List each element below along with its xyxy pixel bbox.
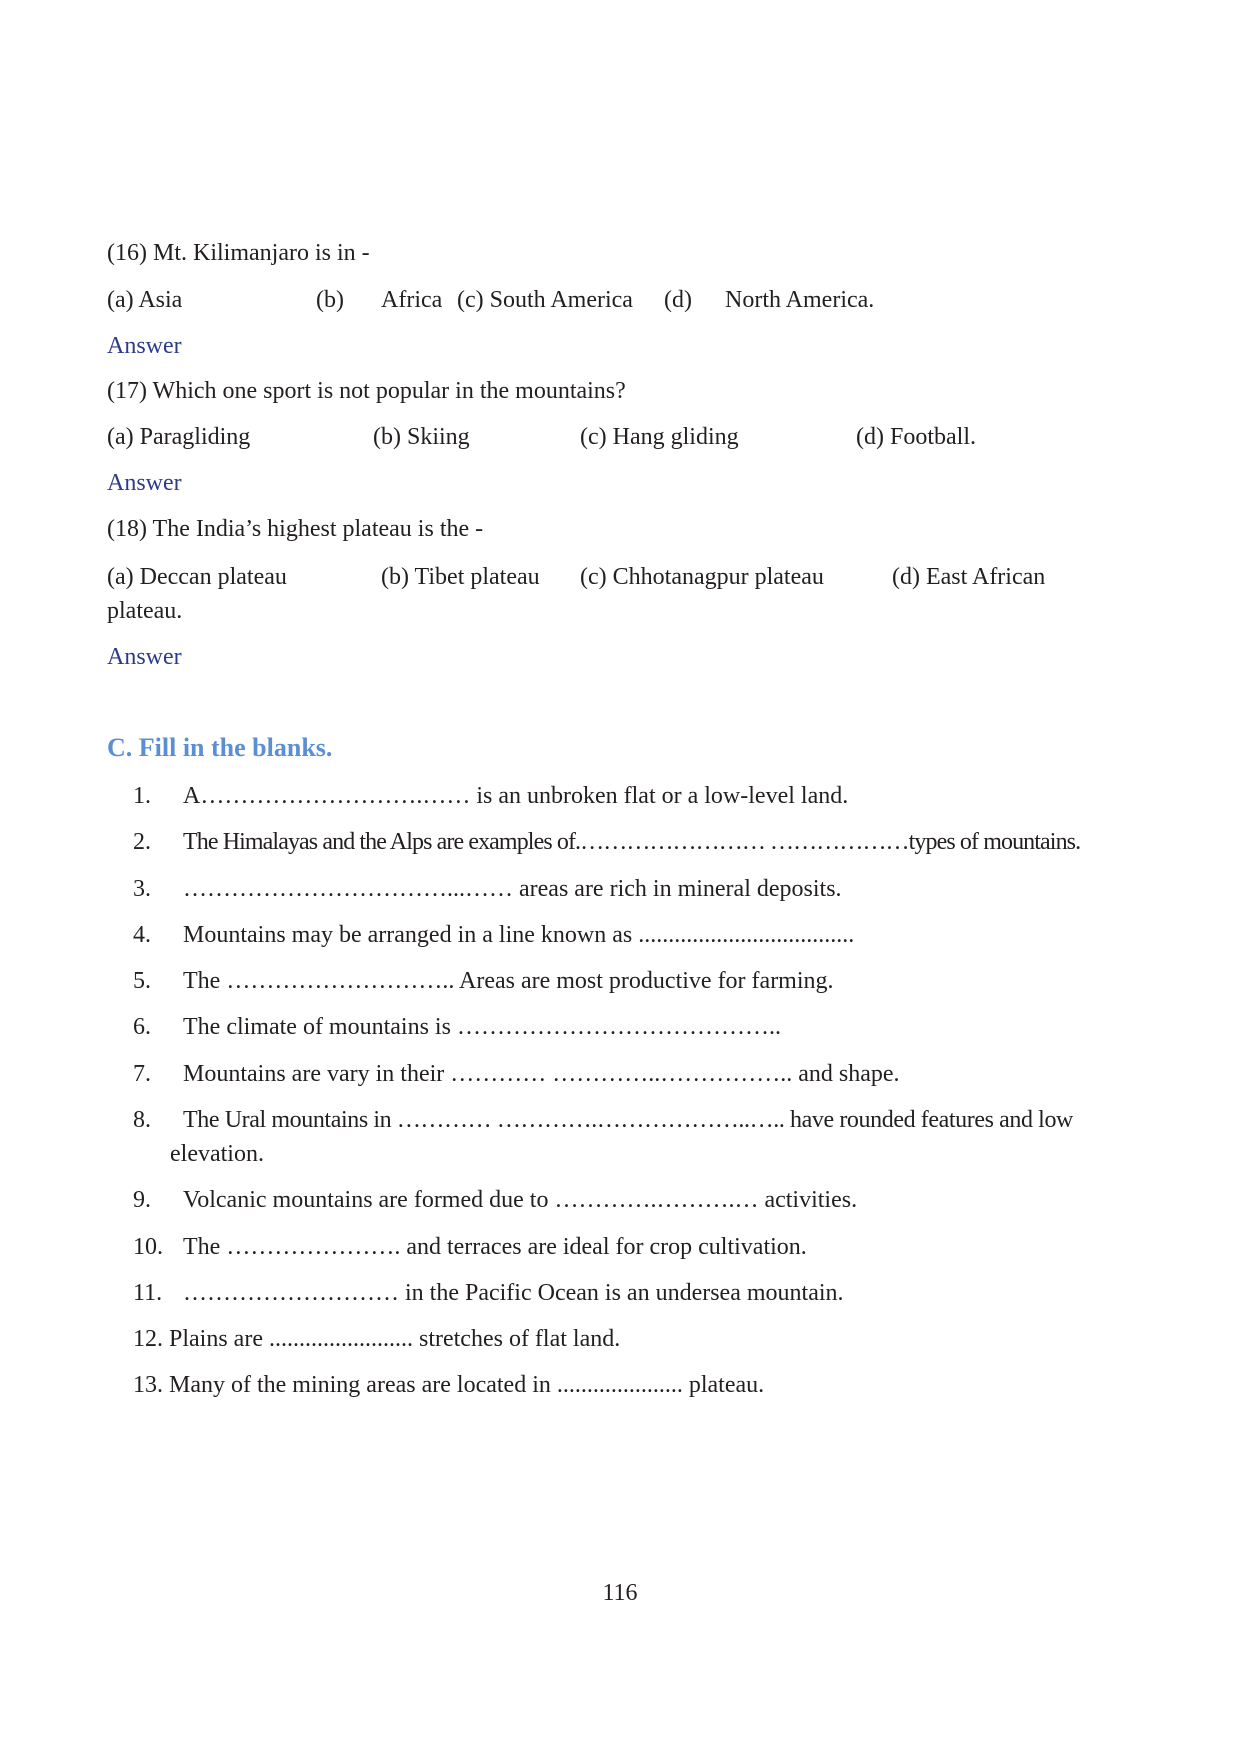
item-text: The Ural mountains in ………… ………….………………..….. have rounded features and low (183, 1107, 1073, 1133)
item-number: 3. (133, 876, 151, 902)
q18-option-d: (d) East African (892, 564, 1046, 590)
item-number: 2. (133, 829, 151, 855)
item-text-wrap: elevation. (170, 1141, 264, 1167)
item-text: ……………………………...…… areas are rich in mineral deposits. (183, 876, 842, 902)
q18-option-c: (c) Chhotanagpur plateau (580, 564, 824, 590)
item-text: The ……………………….. Areas are most productive for farming. (183, 968, 834, 994)
item-text: ……………………… in the Pacific Ocean is an undersea mountain. (183, 1280, 844, 1306)
q16-option-d: North America. (725, 287, 875, 313)
q18-answer-label: Answer (107, 644, 182, 670)
item-text: The Himalayas and the Alps are examples of.…………………… ………………types of mountains. (183, 829, 1081, 855)
item-number: 5. (133, 968, 151, 994)
item-number: 11. (133, 1280, 163, 1306)
item-number: 4. (133, 922, 151, 948)
item-number: 7. (133, 1061, 151, 1087)
q16-option-b-label: (b) (316, 287, 344, 313)
item-number: 6. (133, 1014, 151, 1040)
q16-option-a: (a) Asia (107, 287, 183, 313)
q16-option-b: Africa (381, 287, 443, 313)
q18-option-a: (a) Deccan plateau (107, 564, 287, 590)
q17-answer-label: Answer (107, 470, 182, 496)
item-text: 13. Many of the mining areas are located in ..................... plateau. (133, 1372, 765, 1398)
question-17-stem: (17) Which one sport is not popular in the mountains? (107, 378, 626, 404)
q18-option-b: (b) Tibet plateau (381, 564, 540, 590)
item-number: 1. (133, 783, 151, 809)
item-text: The …………………. and terraces are ideal for crop cultivation. (183, 1234, 807, 1260)
question-16-stem: (16) Mt. Kilimanjaro is in - (107, 240, 370, 266)
item-text: Mountains are vary in their ………… …………..…………….. and shape. (183, 1061, 900, 1087)
item-number: 8. (133, 1107, 151, 1133)
q16-answer-label: Answer (107, 333, 182, 359)
q16-option-c: (c) South America (457, 287, 633, 313)
q16-option-d-label: (d) (664, 287, 692, 313)
q17-option-a: (a) Paragliding (107, 424, 251, 450)
q18-option-d-wrap: plateau. (107, 598, 183, 624)
item-text: 12. Plains are ........................ stretches of flat land. (133, 1326, 621, 1352)
page-number: 116 (602, 1580, 638, 1606)
item-number: 10. (133, 1234, 163, 1260)
item-text: The climate of mountains is ………………………………….. (183, 1014, 781, 1040)
item-text: Volcanic mountains are formed due to ………….……….… activities. (183, 1187, 858, 1213)
item-text: A……………………….…… is an unbroken flat or a low-level land. (183, 783, 849, 809)
question-18-stem: (18) The India’s highest plateau is the - (107, 516, 484, 542)
q17-option-c: (c) Hang gliding (580, 424, 739, 450)
section-c-heading: C. Fill in the blanks. (107, 733, 333, 762)
q17-option-b: (b) Skiing (373, 424, 470, 450)
item-text: Mountains may be arranged in a line known as .................................... (183, 922, 855, 948)
q17-option-d: (d) Football. (856, 424, 976, 450)
item-number: 9. (133, 1187, 151, 1213)
